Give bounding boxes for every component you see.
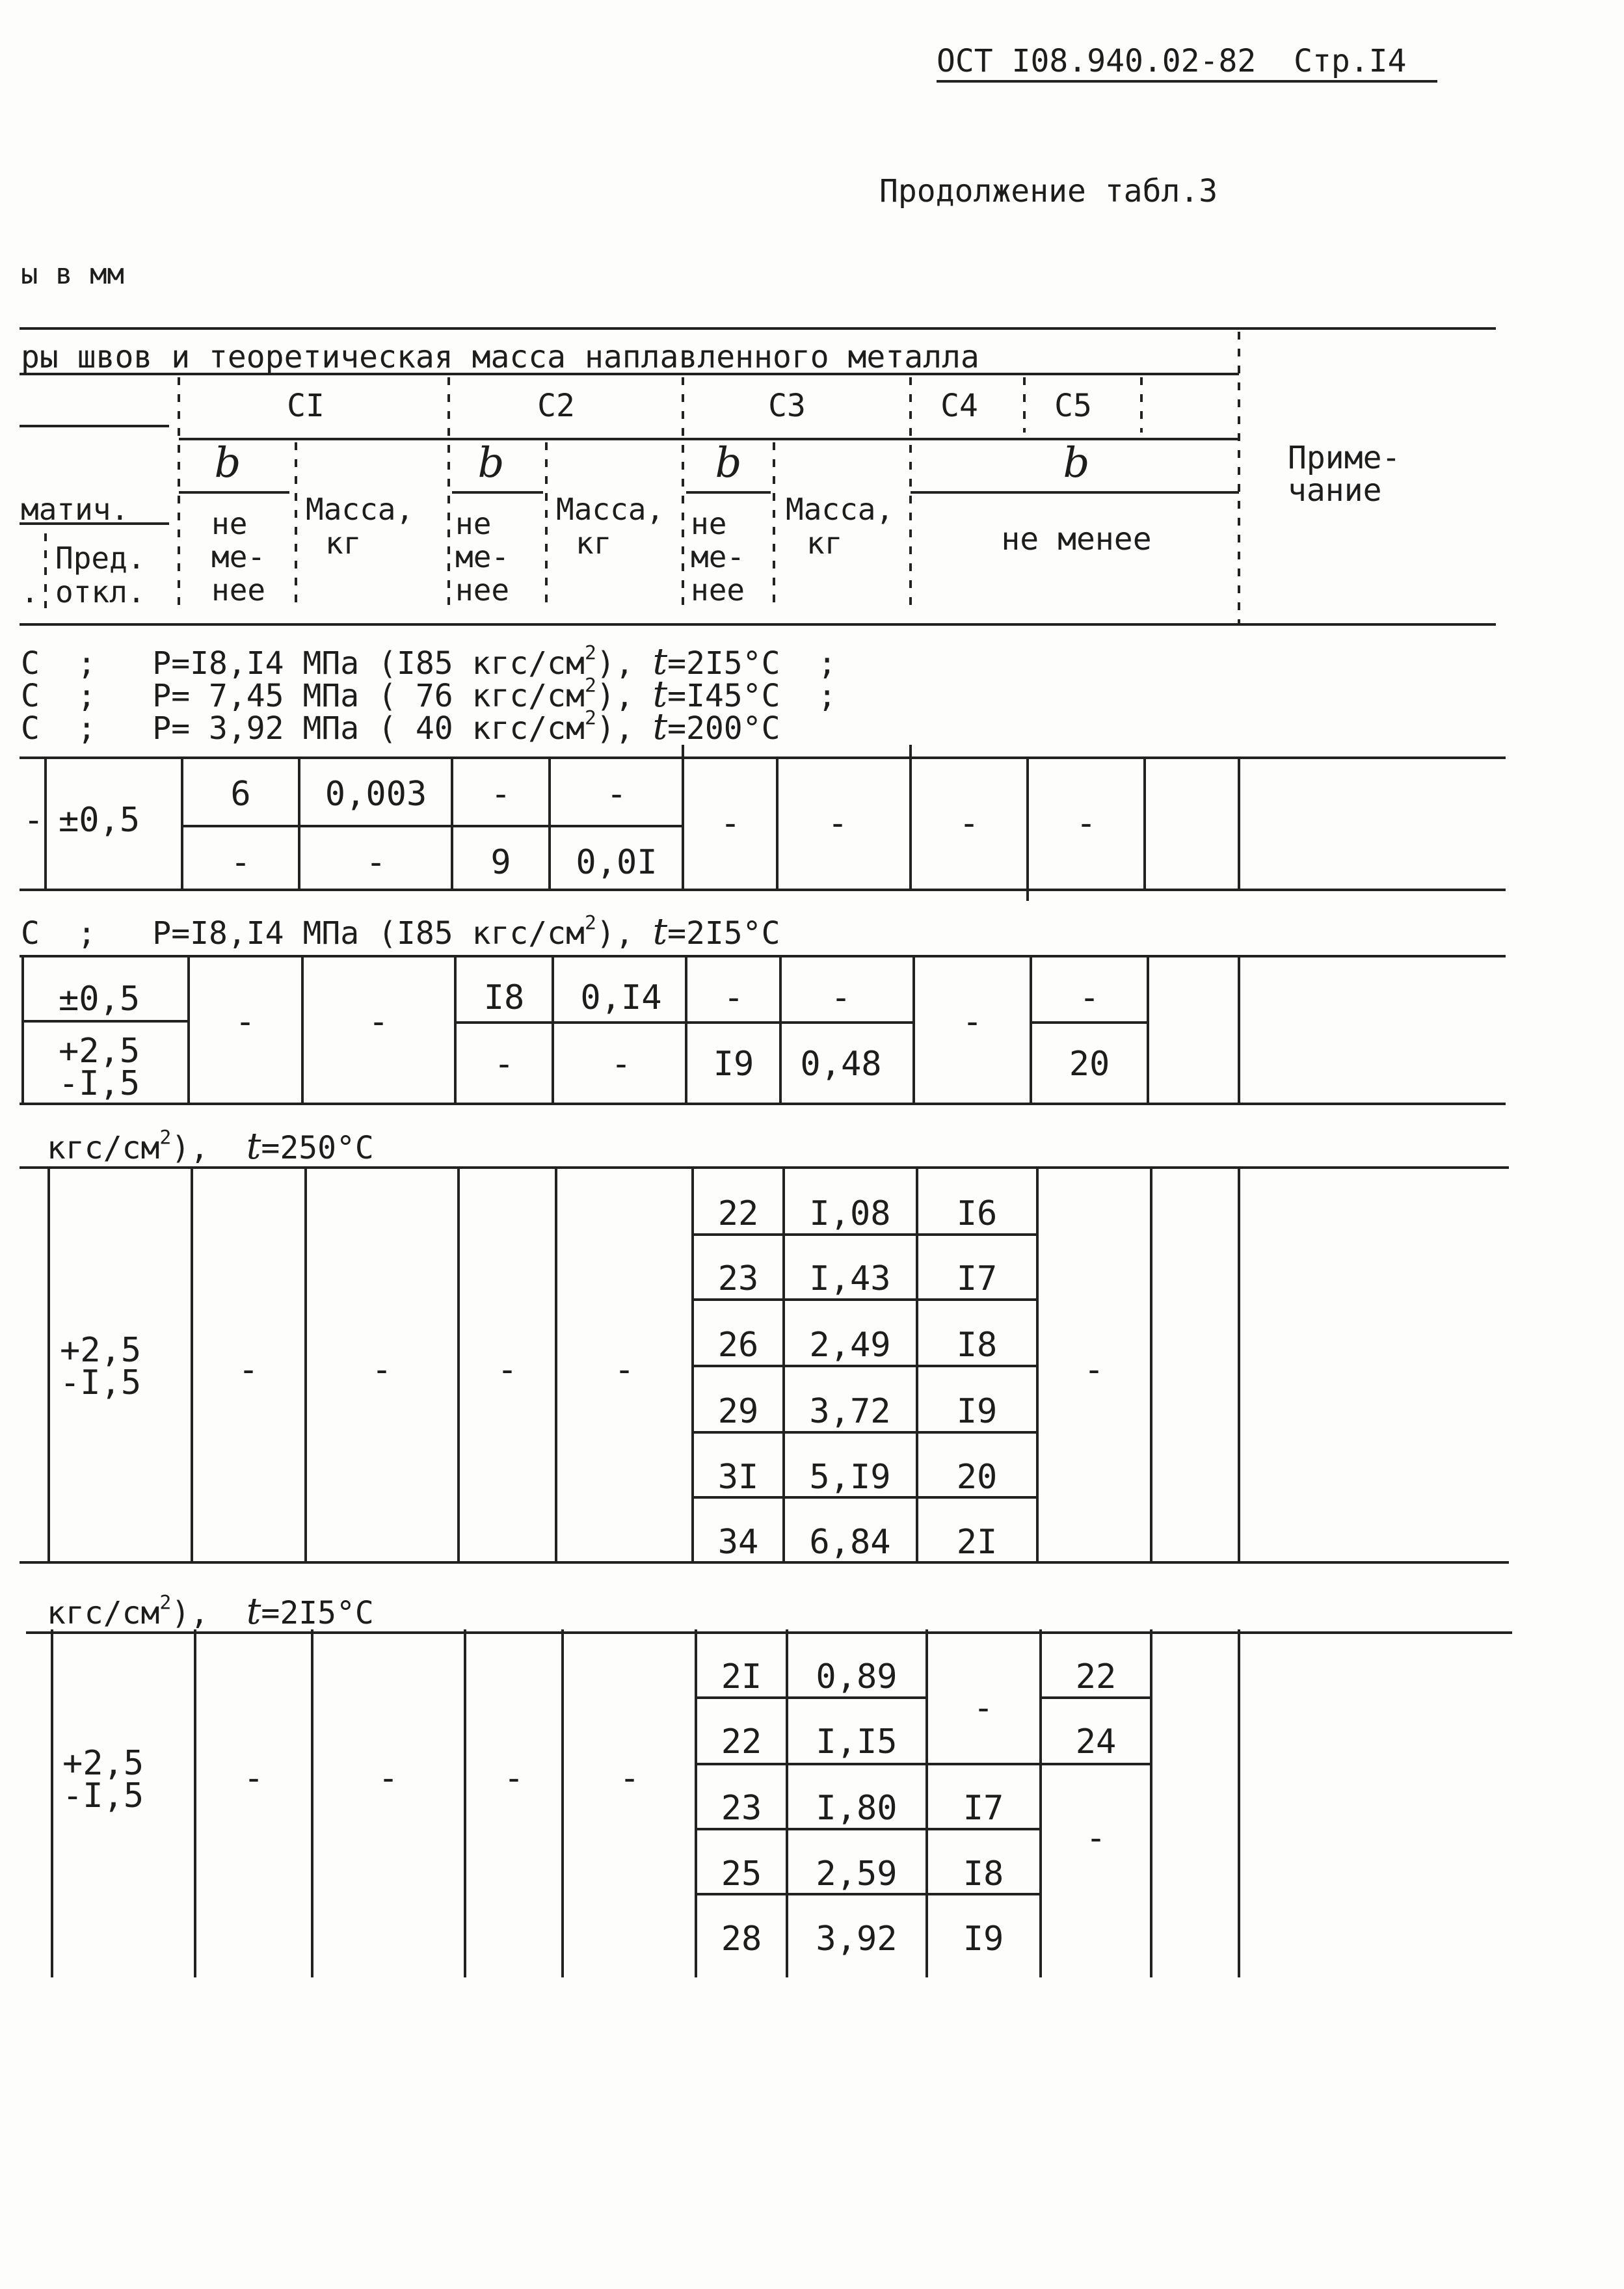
s3-c1-b: - xyxy=(238,1350,259,1389)
s3-row3-mass: 2,49 xyxy=(809,1326,891,1365)
s4-row5-mass: 3,92 xyxy=(816,1920,898,1959)
c2-mass-label-1: Масса, xyxy=(556,492,665,527)
s4-row3-mass: I,80 xyxy=(816,1789,898,1828)
s4-row3-c4: I7 xyxy=(963,1789,1004,1828)
c3-b-symbol: b xyxy=(715,439,742,487)
s4-row5-c4: I9 xyxy=(963,1920,1004,1959)
s4-c2-b: - xyxy=(503,1759,524,1798)
s1-r2-c1-b: - xyxy=(230,843,251,882)
s1-r1-c1-mass: 0,003 xyxy=(325,775,427,814)
dot-mark: . xyxy=(21,574,39,609)
s4-c4-top: - xyxy=(973,1689,994,1728)
c2-min-label-3: нее xyxy=(455,572,510,608)
note-label-2: чание xyxy=(1288,472,1382,509)
s4-tolerance-lower: -I,5 xyxy=(62,1776,144,1815)
s3-tolerance-lower: -I,5 xyxy=(60,1363,142,1402)
s1-tolerance: ±0,5 xyxy=(59,801,140,840)
s3-row5-c4: 20 xyxy=(956,1458,998,1497)
col-c5-header: C5 xyxy=(1054,388,1092,424)
col-c3-header: C3 xyxy=(768,388,806,424)
section1-condition-3: C ; P= 3,92 MПа ( 40 кгс/$см^2$), t=200°C xyxy=(21,706,780,748)
s3-row2-c4: I7 xyxy=(956,1259,998,1298)
c3-mass-label-2: кг xyxy=(806,526,843,561)
c1-mass-label-2: кг xyxy=(325,526,362,561)
table-title: ры швов и теоретическая масса наплавленного металла xyxy=(21,339,979,375)
s2-r2-c3-mass: 0,48 xyxy=(800,1045,882,1084)
section3-condition: кгс/$см^2$), t=250°C xyxy=(47,1125,374,1168)
s2-r2-c3-b: I9 xyxy=(713,1045,754,1084)
c1-mass-label-1: Масса, xyxy=(306,492,414,527)
s3-c2-b: - xyxy=(497,1350,518,1389)
s3-row5-mass: 5,I9 xyxy=(809,1458,891,1497)
s4-row1-mass: 0,89 xyxy=(816,1657,898,1696)
s3-c5: - xyxy=(1084,1350,1104,1389)
c1-b-symbol: b xyxy=(214,439,241,487)
s1-c3-mass: - xyxy=(827,804,848,843)
s2-r1-c3-mass: - xyxy=(831,978,851,1017)
col-c4-header: C4 xyxy=(940,388,978,424)
s2-r1-c2-mass: 0,I4 xyxy=(580,978,662,1017)
s4-c5-lower: - xyxy=(1085,1819,1106,1858)
s2-r2-c5: 20 xyxy=(1069,1045,1110,1084)
s2-tolerance-1: ±0,5 xyxy=(59,980,140,1019)
s3-row1-b: 22 xyxy=(717,1194,759,1233)
tolerance-label-1: Пред. xyxy=(55,541,146,576)
tolerance-label-2: откл. xyxy=(55,574,146,609)
s1-r1-c2-b: - xyxy=(490,775,511,814)
s2-r1-c3-b: - xyxy=(723,978,744,1017)
s2-r1-c2-b: I8 xyxy=(483,978,525,1017)
s1-r1-c1-b: 6 xyxy=(230,775,251,814)
c2-mass-label-2: кг xyxy=(576,526,612,561)
s4-c2-mass: - xyxy=(619,1759,640,1798)
s4-row3-b: 23 xyxy=(721,1789,762,1828)
document-reference: ОСТ I08.940.02-82 Стр.I4 xyxy=(937,43,1407,79)
s2-c4: - xyxy=(962,1002,983,1041)
table-continuation-label: Продолжение табл.3 xyxy=(879,173,1218,209)
units-note: ы в мм xyxy=(21,258,124,291)
s4-row4-b: 25 xyxy=(721,1854,762,1894)
automatic-label: матич. xyxy=(21,492,129,527)
s4-row2-mass: I,I5 xyxy=(816,1722,898,1761)
c1-min-label-1: не xyxy=(211,506,248,541)
s4-row4-mass: 2,59 xyxy=(816,1854,898,1894)
s1-r1-c2-mass: - xyxy=(606,775,627,814)
c1-min-label-3: нее xyxy=(211,572,266,608)
s3-row5-b: 3I xyxy=(717,1458,759,1497)
s1-r2-c2-b: 9 xyxy=(490,843,511,882)
not-less-label: не менее xyxy=(1001,521,1152,557)
s2-tolerance-2-lower: -I,5 xyxy=(59,1064,140,1103)
s4-c5-row2: 24 xyxy=(1075,1722,1117,1761)
s1-r2-c2-mass: 0,0I xyxy=(576,843,658,882)
c3-min-label-3: нее xyxy=(691,572,745,608)
s4-c5-row1: 22 xyxy=(1075,1657,1117,1696)
s1-c4: - xyxy=(959,804,979,843)
section1-condition-2: C ; P= 7,45 MПа ( 76 кгс/$см^2$), t=I45°C ; xyxy=(21,673,837,716)
s3-row4-b: 29 xyxy=(717,1392,759,1431)
s4-c1-mass: - xyxy=(378,1759,399,1798)
s2-c1-mass: - xyxy=(368,1002,389,1041)
s3-row2-b: 23 xyxy=(717,1259,759,1298)
col-c1-header: CI xyxy=(287,388,325,424)
c2-min-label-1: не xyxy=(455,506,492,541)
c2-min-label-2: ме- xyxy=(455,539,510,574)
c3-min-label-1: не xyxy=(691,506,727,541)
s1-left-dash: - xyxy=(23,801,44,840)
s2-r1-c5: - xyxy=(1079,978,1100,1017)
c3-mass-label-1: Масса, xyxy=(786,492,894,527)
c4-c5-b-symbol: b xyxy=(1063,439,1090,487)
s3-row3-b: 26 xyxy=(717,1326,759,1365)
s2-tolerance-2-upper: +2,5 xyxy=(59,1032,140,1071)
section1-condition-1: C ; P=I8,I4 MПа (I85 кгс/$см^2$), t=2I5°C ; xyxy=(21,641,837,683)
section4-condition: кгс/$см^2$), t=2I5°C xyxy=(47,1590,374,1633)
col-c2-header: C2 xyxy=(537,388,575,424)
s3-row6-mass: 6,84 xyxy=(809,1523,891,1562)
section2-condition: C ; P=I8,I4 MПа (I85 кгс/$см^2$), t=2I5°C xyxy=(21,911,780,953)
s3-c2-mass: - xyxy=(614,1350,635,1389)
s2-c1-b: - xyxy=(235,1002,256,1041)
s4-row2-b: 22 xyxy=(721,1722,762,1761)
s3-row6-b: 34 xyxy=(717,1523,759,1562)
c2-b-symbol: b xyxy=(477,439,505,487)
s4-row4-c4: I8 xyxy=(963,1854,1004,1894)
s2-r2-c2-b: - xyxy=(494,1045,514,1084)
s3-tolerance-upper: +2,5 xyxy=(60,1331,142,1370)
s1-c3-b: - xyxy=(720,804,741,843)
s4-c1-b: - xyxy=(243,1759,264,1798)
s3-row3-c4: I8 xyxy=(956,1326,998,1365)
c1-min-label-2: ме- xyxy=(211,539,266,574)
s4-row5-b: 28 xyxy=(721,1920,762,1959)
s1-c5: - xyxy=(1076,804,1097,843)
s3-row2-mass: I,43 xyxy=(809,1259,891,1298)
s1-r2-c1-mass: - xyxy=(366,843,386,882)
note-label-1: Приме- xyxy=(1288,440,1401,476)
c3-min-label-2: ме- xyxy=(691,539,745,574)
s4-tolerance-upper: +2,5 xyxy=(62,1744,144,1783)
s3-row4-c4: I9 xyxy=(956,1392,998,1431)
s3-row1-c4: I6 xyxy=(956,1194,998,1233)
s3-row1-mass: I,08 xyxy=(809,1194,891,1233)
s4-row1-b: 2I xyxy=(721,1657,762,1696)
s3-c1-mass: - xyxy=(371,1350,392,1389)
s3-row4-mass: 3,72 xyxy=(809,1392,891,1431)
s2-r2-c2-mass: - xyxy=(611,1045,632,1084)
s3-row6-c4: 2I xyxy=(956,1523,998,1562)
